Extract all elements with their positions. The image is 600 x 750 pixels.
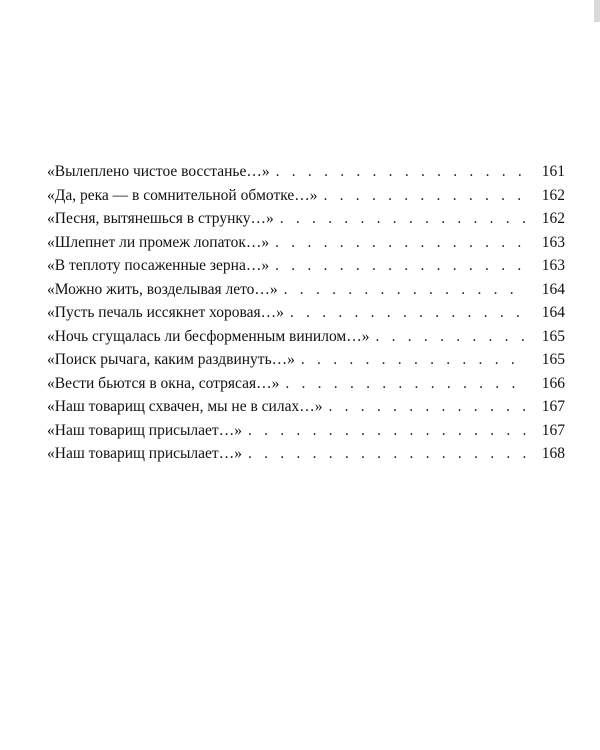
- toc-dot-leader: [290, 301, 527, 325]
- toc-entry-title: «Наш товарищ присылает…»: [47, 421, 242, 439]
- toc-entry-page: 167: [541, 398, 565, 415]
- toc-entry: [47, 231, 565, 255]
- toc-dot-leader: [375, 325, 527, 349]
- toc-entry: [47, 254, 565, 278]
- toc-dot-leader: [248, 442, 527, 466]
- toc-entry-page: 165: [541, 351, 565, 368]
- toc-dot-leader: [324, 184, 528, 208]
- toc-entry: [47, 301, 565, 325]
- toc-entry: [47, 395, 565, 419]
- toc-entry: [47, 419, 565, 443]
- toc-entry-title: «Поиск рычага, каким раздвинуть…»: [47, 351, 295, 368]
- toc-entry-page: 163: [541, 257, 565, 274]
- toc-entry-page: 167: [541, 421, 565, 439]
- toc-entry: [47, 278, 565, 302]
- toc-entry-title: «Ночь сгущалась ли бесформенным винилом…»: [47, 327, 370, 345]
- toc-entry-title: «Да, река — в сомнительной обмотке…»: [47, 186, 318, 204]
- toc-entry: [47, 372, 565, 396]
- toc-entry-title: «Пусть печаль иссякнет хоровая…»: [47, 304, 284, 321]
- toc-entry-title: «Наш товарищ схвачен, мы не в силах…»: [47, 398, 323, 415]
- toc-dot-leader: [285, 372, 527, 396]
- toc-entry-title: «Вести бьются в окна, сотрясая…»: [47, 374, 280, 392]
- toc-dot-leader: [280, 207, 527, 231]
- toc-entry-title: «Шлепнет ли промеж лопаток…»: [47, 233, 270, 251]
- toc-entry-title: «Вылеплено чистое восстанье…»: [47, 163, 270, 180]
- table-of-contents: [47, 160, 565, 466]
- toc-dot-leader: [248, 419, 527, 443]
- toc-entry-page: 168: [541, 445, 565, 462]
- toc-dot-leader: [284, 278, 527, 302]
- toc-entry: [47, 207, 565, 231]
- toc-entry-page: 165: [541, 327, 565, 345]
- page-edge: [594, 0, 600, 22]
- toc-entry: [47, 160, 565, 184]
- toc-dot-leader: [275, 254, 527, 278]
- toc-entry-page: 164: [541, 280, 565, 298]
- toc-entry-title: «Песня, вытянешься в струнку…»: [47, 210, 274, 227]
- toc-entry-page: 164: [541, 304, 565, 321]
- toc-entry-title: «В теплоту посаженные зерна…»: [47, 257, 270, 274]
- toc-dot-leader: [275, 231, 527, 255]
- toc-entry-page: 163: [541, 233, 565, 251]
- toc-entry-page: 161: [541, 163, 565, 180]
- toc-dot-leader: [328, 395, 527, 419]
- toc-entry-title: «Наш товарищ присылает…»: [47, 445, 242, 462]
- toc-entry: [47, 442, 565, 466]
- toc-entry-page: 162: [541, 186, 565, 204]
- toc-entry-title: «Можно жить, возделывая лето…»: [47, 280, 278, 298]
- toc-entry-page: 162: [541, 210, 565, 227]
- toc-entry-page: 166: [541, 374, 565, 392]
- toc-entry: [47, 325, 565, 349]
- toc-dot-leader: [276, 160, 527, 184]
- toc-dot-leader: [301, 348, 527, 372]
- toc-entry: [47, 348, 565, 372]
- toc-entry: [47, 184, 565, 208]
